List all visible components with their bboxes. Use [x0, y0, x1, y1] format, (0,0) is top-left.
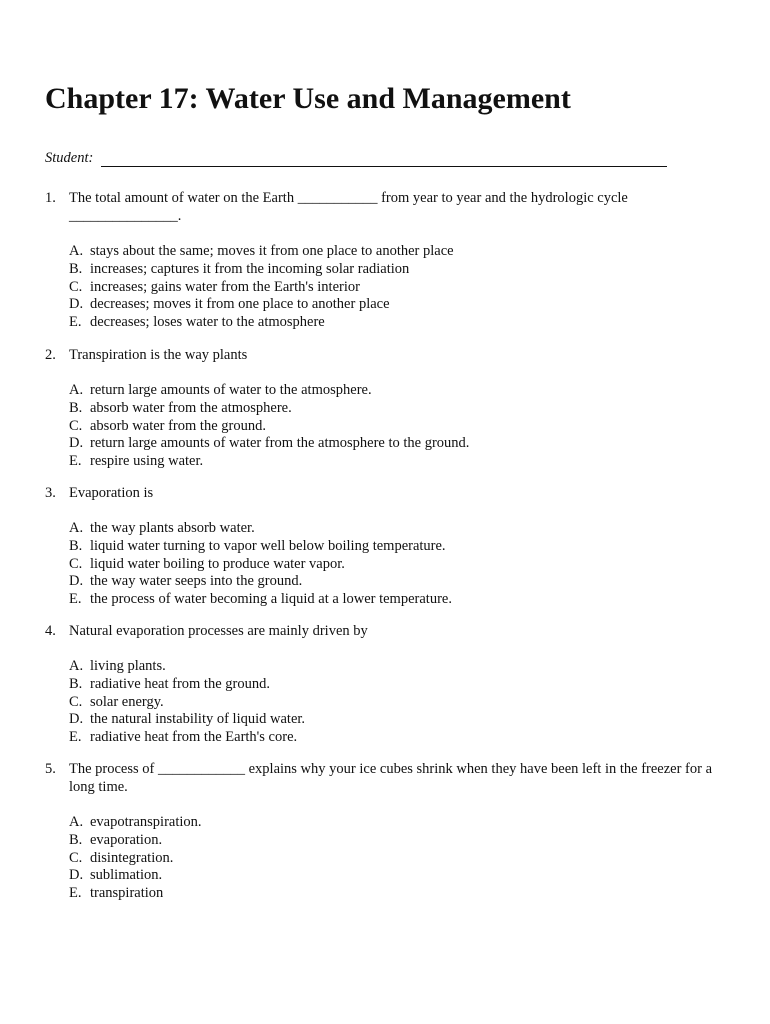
option-letter: D. — [69, 573, 84, 590]
question-text: Evaporation is — [69, 485, 154, 501]
option-letter: A. — [69, 520, 84, 536]
answer-options — [69, 520, 735, 609]
answer-option-b — [69, 400, 735, 418]
question-stem — [45, 622, 735, 640]
answer-option-b — [69, 538, 735, 556]
student-name-blank — [101, 150, 667, 167]
option-letter: E. — [69, 453, 82, 470]
option-text: the process of water becoming a liquid at a lower temperature. — [90, 591, 452, 608]
answer-options — [69, 814, 735, 903]
answer-option-a — [69, 658, 735, 676]
option-letter: E. — [69, 729, 82, 746]
option-letter: C. — [69, 849, 83, 866]
option-text: evaporation. — [90, 831, 163, 848]
question-stem — [45, 346, 735, 364]
answer-option-c — [69, 694, 735, 712]
option-text: absorb water from the atmosphere. — [90, 399, 292, 416]
option-letter: B. — [69, 831, 83, 848]
option-letter: D. — [69, 711, 84, 728]
question-number: 5. — [45, 761, 56, 777]
option-text: decreases; loses water to the atmosphere — [90, 314, 325, 331]
answer-option-e — [69, 453, 735, 471]
option-letter: E. — [69, 885, 82, 902]
answer-option-d — [69, 573, 735, 591]
option-letter: C. — [69, 693, 83, 710]
option-text: liquid water turning to vapor well below boiling temperature. — [90, 537, 446, 554]
answer-option-b — [69, 832, 735, 850]
question-2 — [45, 346, 735, 471]
answer-option-a — [69, 520, 735, 538]
option-letter: C. — [69, 555, 83, 572]
option-letter: E. — [69, 591, 82, 608]
question-1 — [45, 189, 735, 332]
option-text: transpiration — [90, 885, 164, 902]
option-text: disintegration. — [90, 849, 174, 866]
answer-option-a — [69, 814, 735, 832]
option-text: radiative heat from the ground. — [90, 675, 270, 692]
question-text: Natural evaporation processes are mainly driven by — [69, 623, 368, 639]
student-label: Student: — [45, 150, 94, 166]
option-letter: B. — [69, 260, 83, 277]
question-text: Transpiration is the way plants — [69, 347, 248, 363]
question-number: 3. — [45, 485, 56, 501]
option-letter: B. — [69, 675, 83, 692]
question-stem — [45, 484, 735, 502]
answer-options — [69, 382, 735, 471]
option-letter: D. — [69, 296, 84, 313]
option-letter: A. — [69, 382, 84, 398]
answer-option-e — [69, 729, 735, 747]
answer-option-c — [69, 556, 735, 574]
option-text: solar energy. — [90, 693, 164, 710]
option-text: stays about the same; moves it from one place to another place — [90, 243, 454, 259]
option-letter: D. — [69, 435, 84, 452]
option-letter: A. — [69, 658, 84, 674]
answer-option-d — [69, 867, 735, 885]
answer-option-a — [69, 382, 735, 400]
answer-options — [69, 658, 735, 747]
option-text: evapotranspiration. — [90, 814, 202, 830]
question-text: The process of ____________ explains why your ice cubes shrink when they have been left in the freezer for a long time. — [69, 761, 713, 795]
question-number: 4. — [45, 623, 56, 639]
option-letter: A. — [69, 243, 84, 259]
option-text: return large amounts of water from the atmosphere to the ground. — [90, 435, 470, 452]
student-field — [45, 150, 667, 167]
answer-option-a — [69, 243, 735, 261]
option-letter: C. — [69, 417, 83, 434]
option-text: the way water seeps into the ground. — [90, 573, 303, 590]
answer-option-d — [69, 296, 735, 314]
option-letter: B. — [69, 399, 83, 416]
page-title: Chapter 17: Water Use and Management — [45, 82, 571, 115]
option-text: living plants. — [90, 658, 166, 674]
option-letter: C. — [69, 278, 83, 295]
answer-option-d — [69, 435, 735, 453]
option-text: respire using water. — [90, 453, 204, 470]
option-text: the way plants absorb water. — [90, 520, 255, 536]
question-number: 1. — [45, 190, 56, 206]
answer-option-e — [69, 591, 735, 609]
question-3 — [45, 484, 735, 609]
option-text: sublimation. — [90, 867, 163, 884]
option-text: increases; captures it from the incoming solar radiation — [90, 260, 410, 277]
question-5 — [45, 760, 735, 903]
answer-option-b — [69, 676, 735, 694]
answer-options — [69, 243, 735, 332]
answer-option-b — [69, 261, 735, 279]
question-stem — [45, 760, 735, 796]
answer-option-c — [69, 279, 735, 297]
option-text: the natural instability of liquid water. — [90, 711, 306, 728]
option-text: absorb water from the ground. — [90, 417, 266, 434]
answer-option-c — [69, 850, 735, 868]
question-text: The total amount of water on the Earth ___________ from year to year and the hydrologic cycle _______________. — [69, 190, 628, 224]
answer-option-e — [69, 885, 735, 903]
answer-option-c — [69, 418, 735, 436]
question-stem — [45, 189, 735, 225]
option-text: radiative heat from the Earth's core. — [90, 729, 298, 746]
option-text: liquid water boiling to produce water vapor. — [90, 555, 345, 572]
option-letter: B. — [69, 537, 83, 554]
option-text: increases; gains water from the Earth's interior — [90, 278, 360, 295]
option-letter: E. — [69, 314, 82, 331]
option-text: return large amounts of water to the atmosphere. — [90, 382, 372, 398]
question-4 — [45, 622, 735, 747]
answer-option-d — [69, 711, 735, 729]
option-text: decreases; moves it from one place to another place — [90, 296, 390, 313]
option-letter: A. — [69, 814, 84, 830]
option-letter: D. — [69, 867, 84, 884]
question-number: 2. — [45, 347, 56, 363]
answer-option-e — [69, 314, 735, 332]
